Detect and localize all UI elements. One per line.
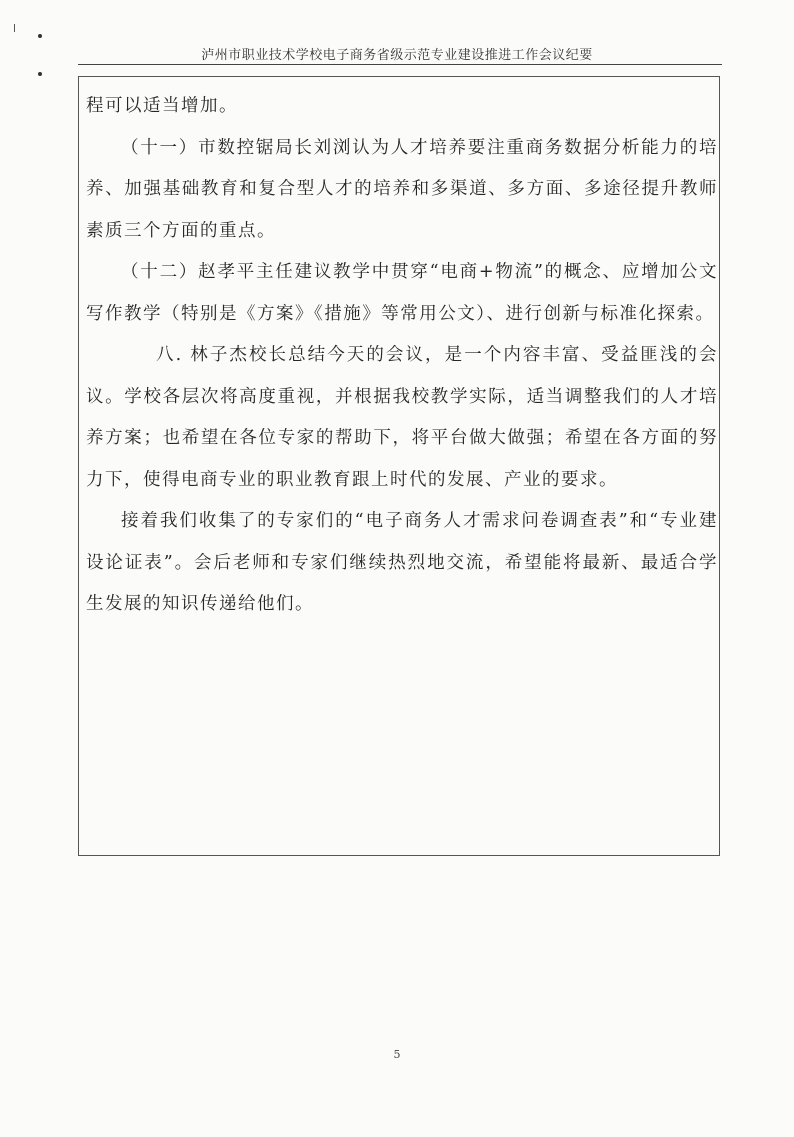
- scan-mark-dot: [38, 34, 42, 38]
- paragraph-continuation: 程可以适当增加。: [86, 96, 238, 116]
- paragraph-closing: 接着我们收集了的专家们的“电子商务人才需求问卷调查表”和“专业建设论证表”。会后老师和专家们继续热烈地交流，希望能将最新、最适合学生发展的知识传递给他们。: [86, 511, 718, 614]
- scan-mark-tick: [14, 24, 15, 32]
- page-number: 5: [393, 1048, 401, 1061]
- document-header-title: 泸州市职业技术学校电子商务省级示范专业建设推进工作会议纪要: [201, 48, 593, 63]
- paragraph-item-11: （十一）市数控锯局长刘浏认为人才培养要注重商务数据分析能力的培养、加强基础教育和复合型人才的培养和多渠道、多方面、多途径提升教师素质三个方面的重点。: [86, 137, 718, 241]
- header-divider: [78, 64, 722, 65]
- scan-mark-dot: [38, 72, 42, 76]
- paragraph-item-12: （十二）赵孝平主任建议教学中贯穿“电商+物流”的概念、应增加公文写作教学（特别是《方案》《措施》等常用公文）、进行创新与标准化探索。: [86, 262, 718, 324]
- paragraph-section-8-summary: 八. 林子杰校长总结今天的会议，是一个内容丰富、受益匪浅的会议。学校各层次将高度重视，并根据我校教学实际，适当调整我们的人才培养方案；也希望在各位专家的帮助下，将平台做大做强；希望在各方面的努力下，使得电商专业的职业教育跟上时代的发展、产业的要求。: [86, 345, 718, 490]
- document-body: [86, 86, 718, 626]
